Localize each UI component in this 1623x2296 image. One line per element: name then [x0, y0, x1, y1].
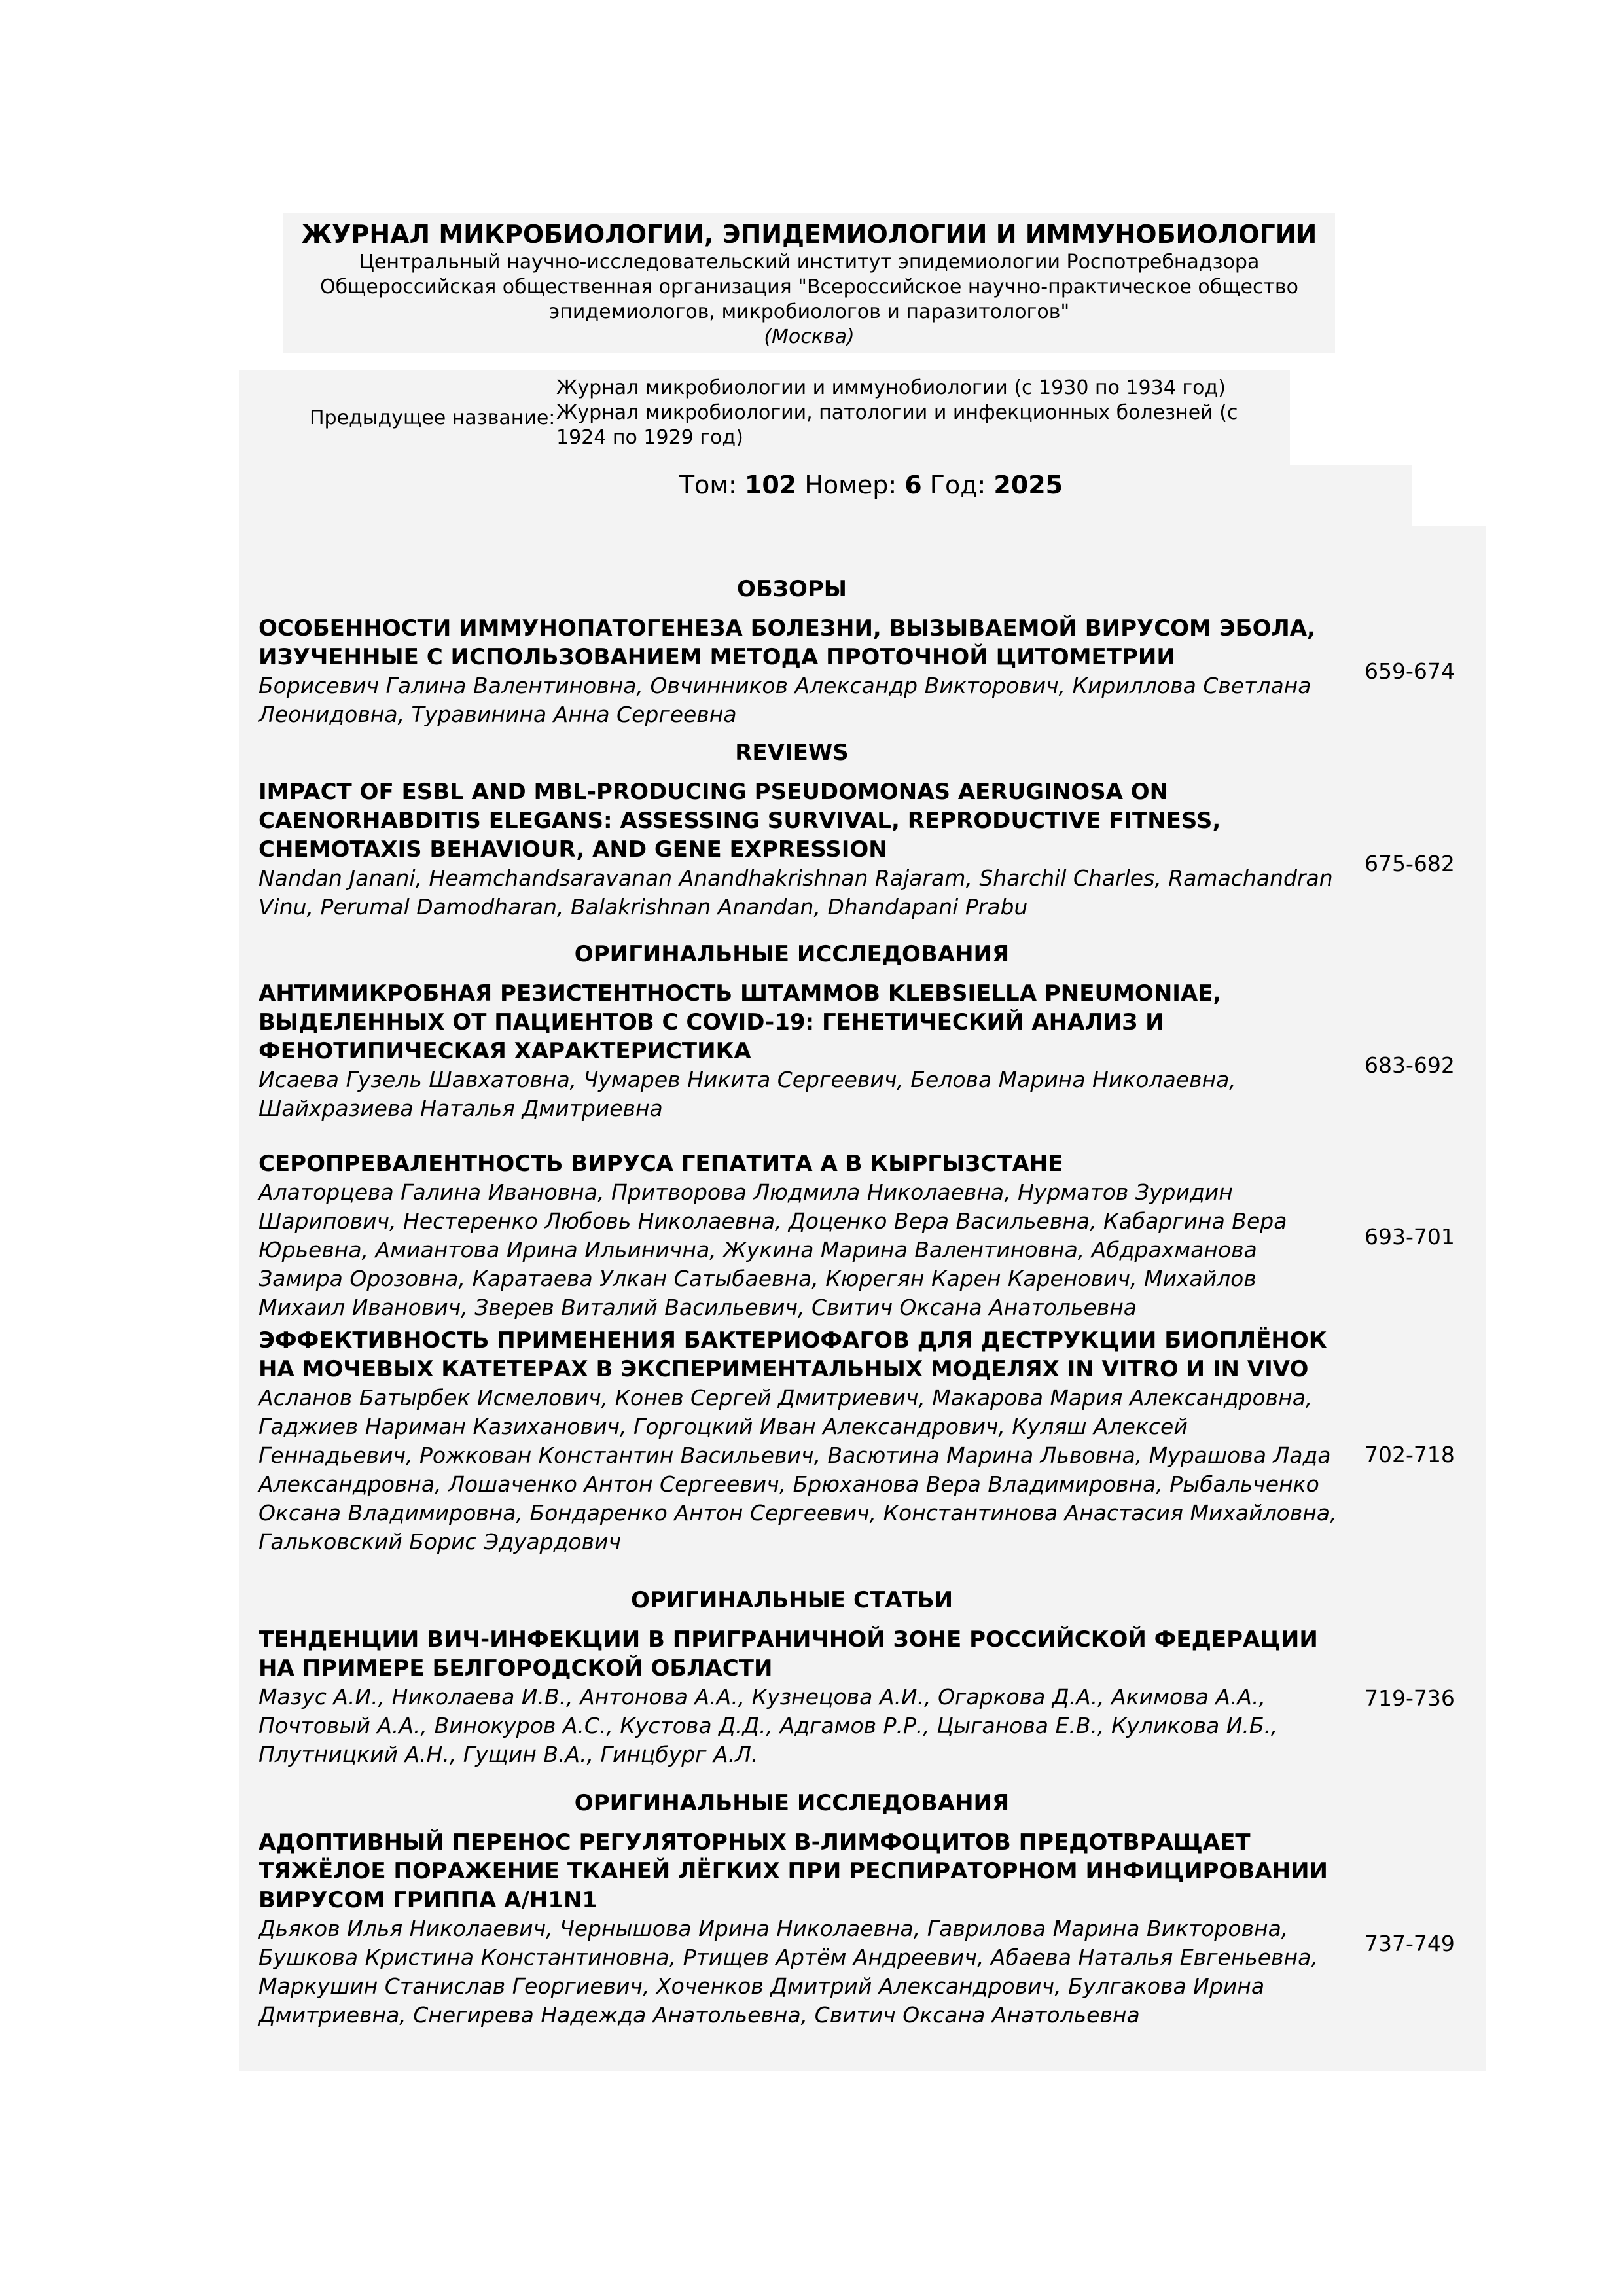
publisher-line-1: Центральный научно-исследовательский институт эпидемиологии Роспотребнадзора — [359, 251, 1260, 274]
article-entry[interactable] — [259, 979, 1561, 1123]
journal-title: ЖУРНАЛ МИКРОБИОЛОГИИ, ЭПИДЕМИОЛОГИИ И ИММУНОБИОЛОГИИ — [301, 220, 1317, 249]
previous-name: Журнал микробиологии и иммунобиологии (с 1930 по 1934 год) — [556, 376, 1226, 399]
year-label: Год: — [929, 471, 986, 499]
section-heading: ОРИГИНАЛЬНЫЕ ИССЛЕДОВАНИЯ — [574, 941, 1010, 967]
publisher-line-3: эпидемиологов, микробиологов и паразитологов" — [548, 300, 1070, 323]
previous-names-list — [556, 376, 1276, 450]
article-authors: Исаева Гузель Шавхатовна, Чумарев Никита Сергеевич, Белова Марина Николаевна, Шайхразиева Наталья Дмитриевна — [259, 1067, 1236, 1121]
article-title[interactable]: СЕРОПРЕВАЛЕНТНОСТЬ ВИРУСА ГЕПАТИТА А В КЫРГЫЗСТАНЕ — [259, 1151, 1063, 1177]
article-title[interactable]: ОСОБЕННОСТИ ИММУНОПАТОГЕНЕЗА БОЛЕЗНИ, ВЫЗЫВАЕМОЙ ВИРУСОМ ЭБОЛА, ИЗУЧЕННЫЕ С ИСПОЛЬЗОВАНИЕМ МЕТОДА ПРОТОЧНОЙ ЦИТОМЕТРИИ — [259, 615, 1315, 670]
section-heading: ОРИГИНАЛЬНЫЕ ИССЛЕДОВАНИЯ — [574, 1790, 1010, 1816]
article-pages: 719-736 — [1364, 1685, 1455, 1711]
publisher-line-2: Общероссийская общественная организация "Всероссийское научно-практическое общество — [320, 276, 1298, 298]
number-value: 6 — [904, 471, 922, 499]
volume-label: Том: — [679, 471, 737, 499]
previous-names-block — [239, 370, 1290, 465]
volume-value: 102 — [744, 471, 797, 499]
article-pages: 659-674 — [1364, 658, 1455, 684]
section-heading: REVIEWS — [735, 740, 849, 766]
article-entry[interactable] — [259, 1326, 1561, 1556]
article-title[interactable]: ТЕНДЕНЦИИ ВИЧ-ИНФЕКЦИИ В ПРИГРАНИЧНОЙ ЗОНЕ РОССИЙСКОЙ ФЕДЕРАЦИИ НА ПРИМЕРЕ БЕЛГОРОДСКОЙ ОБЛАСТИ — [259, 1626, 1318, 1681]
article-entry[interactable] — [259, 1828, 1561, 2030]
previous-names-label: Предыдущее название: — [310, 406, 556, 429]
table-of-contents — [239, 526, 1486, 2071]
article-entry[interactable] — [259, 778, 1561, 922]
section-heading: ОБЗОРЫ — [736, 576, 847, 602]
article-entry[interactable] — [259, 1625, 1561, 1769]
article-authors: Nandan Janani, Heamchandsaravanan Anandhakrishnan Rajaram, Sharchil Charles, Ramachandran Vinu, Perumal Damodharan, Balakrishnan Anandan, Dhandapani Prabu — [259, 865, 1333, 920]
article-entry[interactable] — [259, 1149, 1561, 1322]
article-pages: 675-682 — [1364, 851, 1455, 876]
publisher-city: (Москва) — [764, 325, 855, 348]
article-pages: 693-701 — [1364, 1224, 1455, 1249]
article-pages: 683-692 — [1364, 1052, 1455, 1078]
article-title[interactable]: IMPACT OF ESBL AND MBL-PRODUCING PSEUDOMONAS AERUGINOSA ON CAENORHABDITIS ELEGANS: ASSESSING SURVIVAL, REPRODUCTIVE FITNESS, CHEMOTAXIS BEHAVIOUR, AND GENE EXPRESSION — [259, 779, 1221, 863]
article-title[interactable]: АДОПТИВНЫЙ ПЕРЕНОС РЕГУЛЯТОРНЫХ B-ЛИМФОЦИТОВ ПРЕДОТВРАЩАЕТ ТЯЖЁЛОЕ ПОРАЖЕНИЕ ТКАНЕЙ ЛЁГКИХ ПРИ РЕСПИРАТОРНОМ ИНФИЦИРОВАНИИ ВИРУСОМ ГРИППА A/H1N1 — [259, 1829, 1328, 1913]
article-entry[interactable] — [259, 614, 1561, 729]
article-title[interactable]: АНТИМИКРОБНАЯ РЕЗИСТЕНТНОСТЬ ШТАММОВ KLEBSIELLA PNEUMONIAE, ВЫДЕЛЕННЫХ ОТ ПАЦИЕНТОВ С COVID-19: ГЕНЕТИЧЕСКИЙ АНАЛИЗ И ФЕНОТИПИЧЕСКАЯ ХАРАКТЕРИСТИКА — [259, 980, 1222, 1064]
previous-name: Журнал микробиологии, патологии и инфекционных болезней (с 1924 по 1929 год) — [556, 401, 1238, 449]
article-authors: Алаторцева Галина Ивановна, Притворова Людмила Николаевна, Нурматов Зуридин Шарипович, Нестеренко Любовь Николаевна, Доценко Вера Васильевна, Кабаргина Вера Юрьевна, Амиантова Ирина Ильинична, Жукина Марина Валентиновна, Абдрахманова Замира Орозовна, Каратаева Улкан Сатыбаевна, Кюрегян Карен Каренович, Михайлов Михаил Иванович, Зверев Виталий Васильевич, Свитич Оксана Анатольевна — [259, 1179, 1287, 1320]
number-label: Номер: — [804, 471, 897, 499]
journal-header — [283, 213, 1335, 353]
article-title[interactable]: ЭФФЕКТИВНОСТЬ ПРИМЕНЕНИЯ БАКТЕРИОФАГОВ ДЛЯ ДЕСТРУКЦИИ БИОПЛЁНОК НА МОЧЕВЫХ КАТЕТЕРАХ В ЭКСПЕРИМЕНТАЛЬНЫХ МОДЕЛЯХ IN VITRO И IN VIVO — [259, 1327, 1327, 1382]
article-pages: 702-718 — [1364, 1442, 1455, 1467]
issue-info — [239, 465, 1412, 526]
section-heading: ОРИГИНАЛЬНЫЕ СТАТЬИ — [630, 1587, 954, 1613]
article-authors: Борисевич Галина Валентиновна, Овчинников Александр Викторович, Кириллова Светлана Леонидовна, Туравинина Анна Сергеевна — [259, 673, 1311, 727]
article-authors: Дьяков Илья Николаевич, Чернышова Ирина Николаевна, Гаврилова Марина Викторовна, Бушкова Кристина Константиновна, Ртищев Артём Андреевич, Абаева Наталья Евгеньевна, Маркушин Станислав Георгиевич, Хоченков Дмитрий Александрович, Булгакова Ирина Дмитриевна, Снегирева Надежда Анатольевна, Свитич Оксана Анатольевна — [259, 1916, 1318, 2028]
article-pages: 737-749 — [1364, 1931, 1455, 1956]
year-value: 2025 — [993, 471, 1063, 499]
article-authors: Мазус А.И., Николаева И.В., Антонова А.А., Кузнецова А.И., Огаркова Д.А., Акимова А.А., Почтовый А.А., Винокуров А.С., Кустова Д.Д., Адгамов Р.Р., Цыганова Е.В., Куликова И.Б., Плутницкий А.Н., Гущин В.А., Гинцбург А.Л. — [259, 1684, 1278, 1767]
article-authors: Асланов Батырбек Исмелович, Конев Сергей Дмитриевич, Макарова Мария Александровна, Гаджиев Нариман Казиханович, Горгоцкий Иван Александрович, Куляш Алексей Геннадьевич, Рожкован Константин Васильевич, Васютина Марина Львовна, Мурашова Лада Александровна, Лошаченко Антон Сергеевич, Брюханова Вера Владимировна, Рыбальченко Оксана Владимировна, Бондаренко Антон Сергеевич, Константинова Анастасия Михайловна, Гальковский Борис Эдуардович — [259, 1385, 1337, 1554]
